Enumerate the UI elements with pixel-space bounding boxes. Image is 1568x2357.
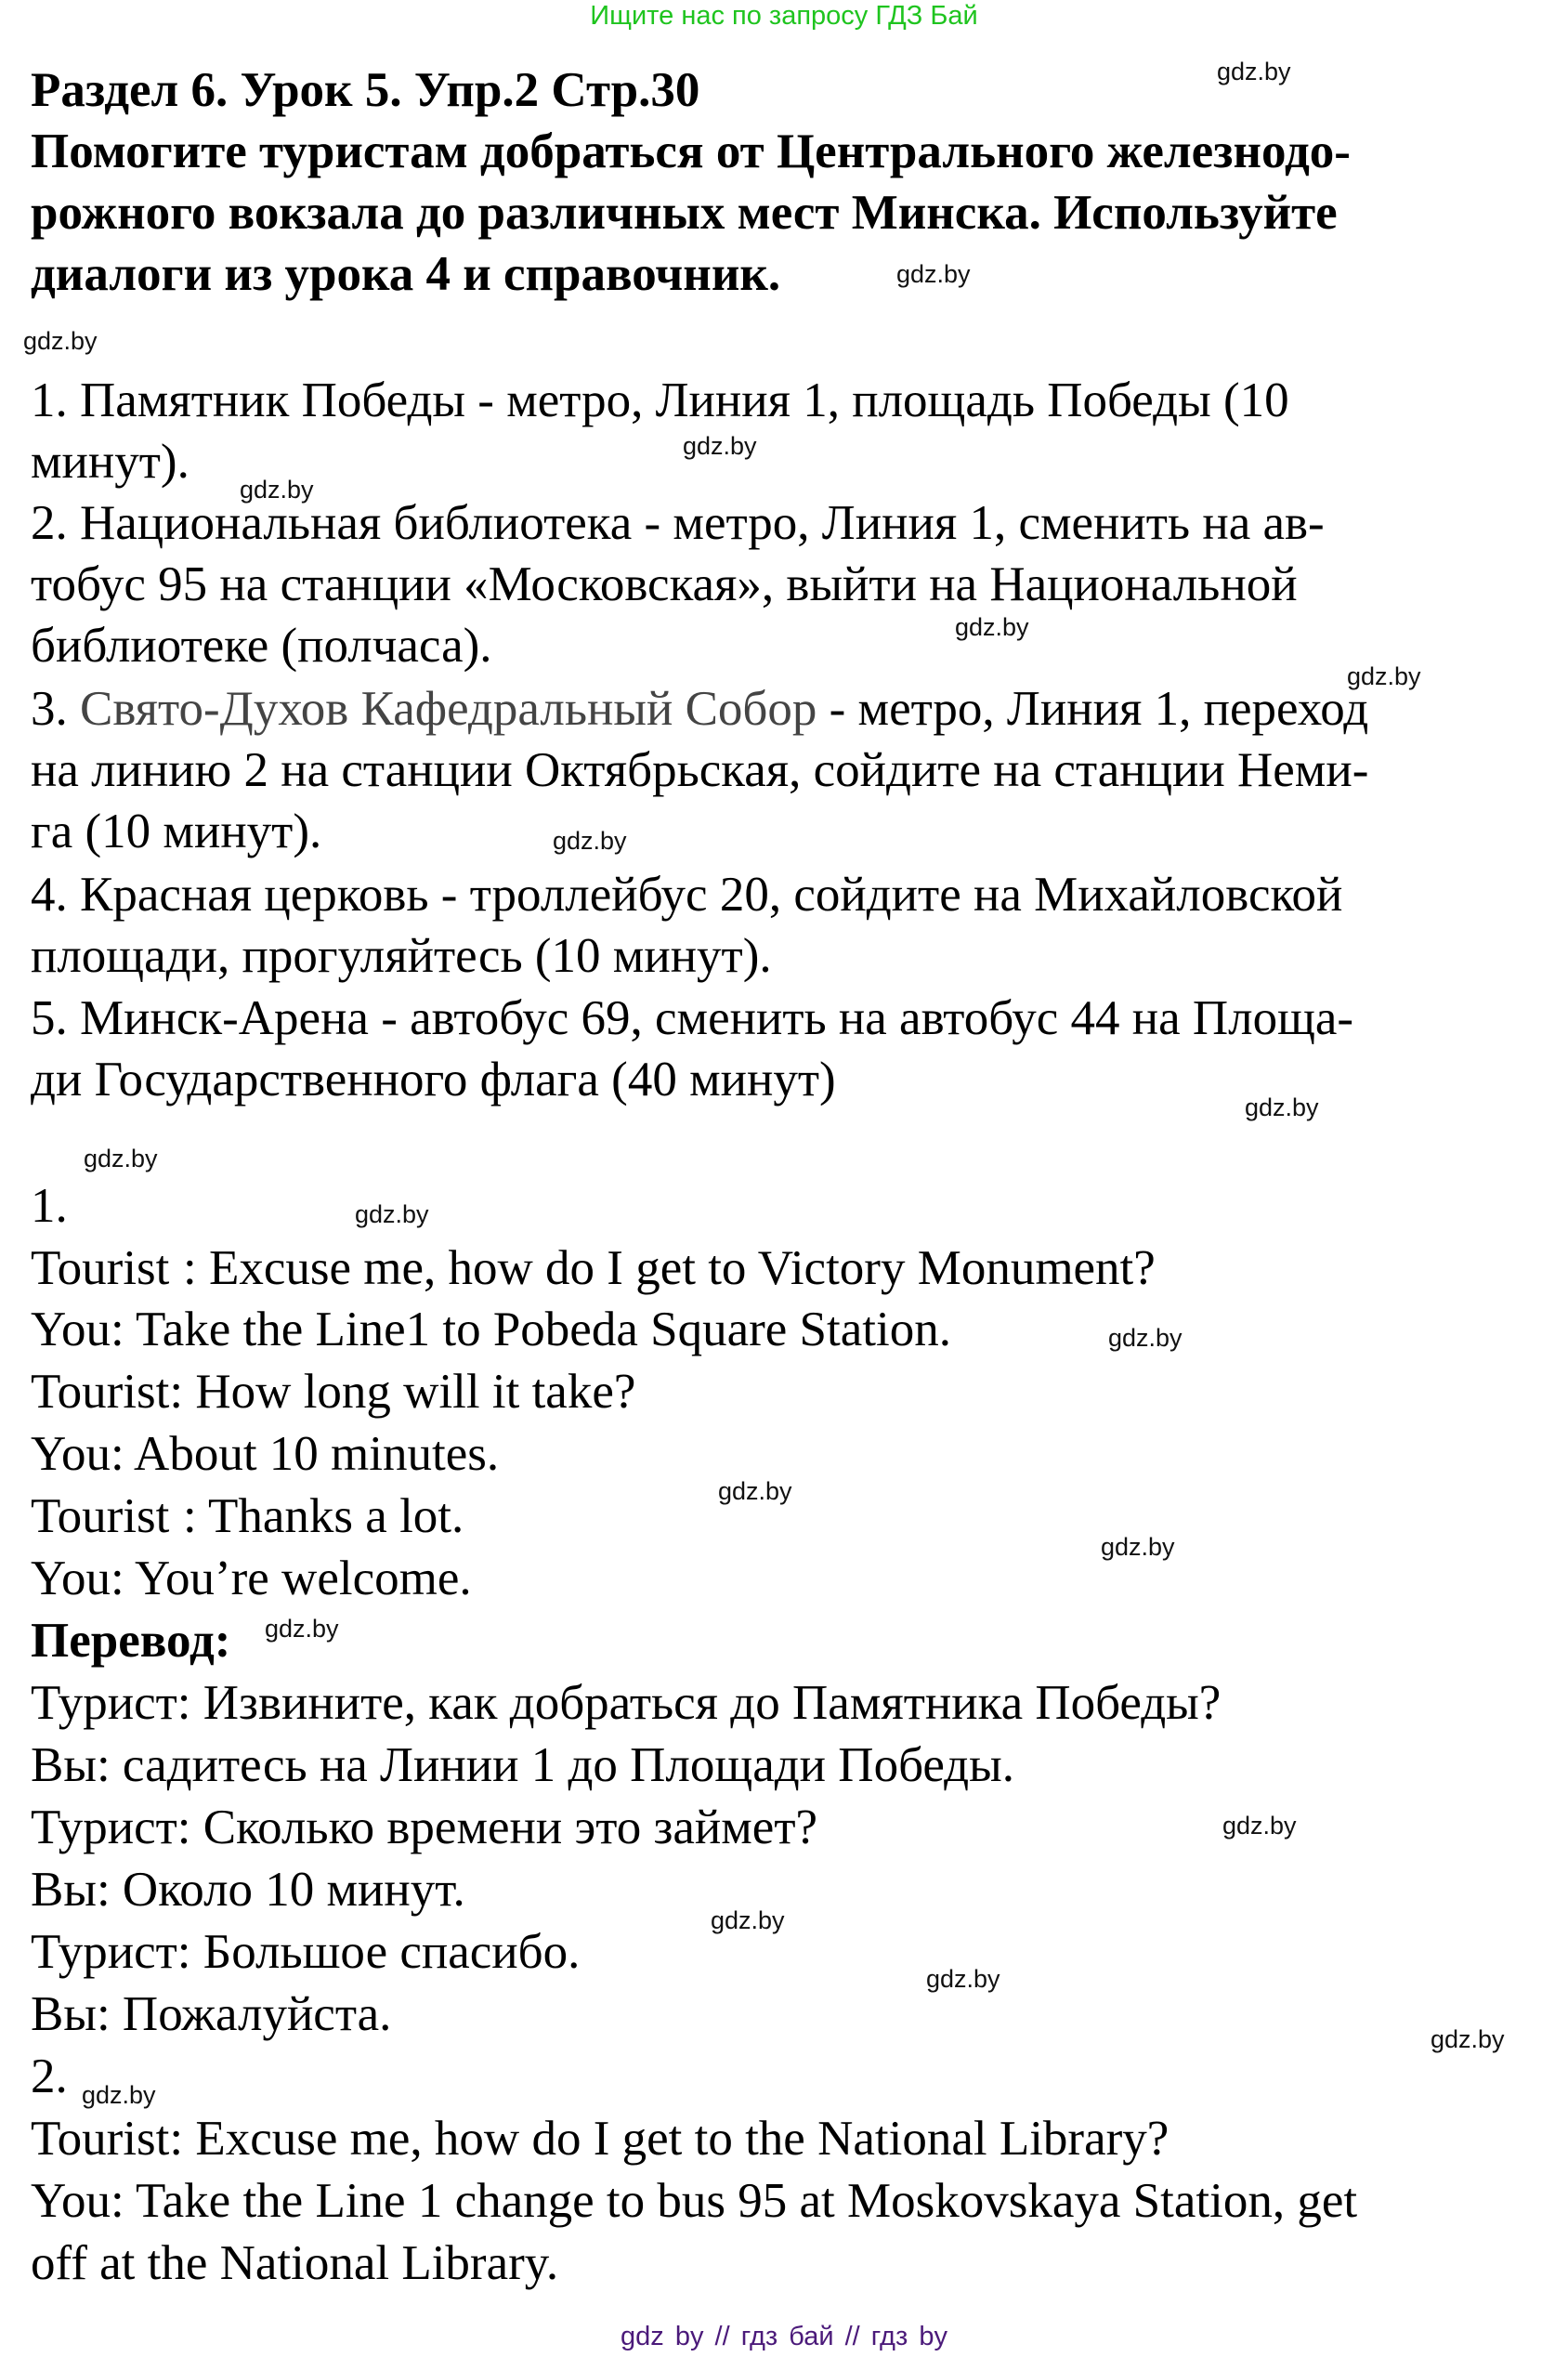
- dialogue-1-number: 1.: [31, 1179, 68, 1233]
- watermark: gdz.by: [240, 476, 314, 504]
- speaker: You: [31, 1303, 111, 1356]
- translation-line: Вы: Пожалуйста.: [31, 1987, 392, 2041]
- route-3-line-2: на линию 2 на станции Октябрьская, сойдите на станции Неми-: [31, 743, 1369, 797]
- route-2-line-1: 2. Национальная библиотека - метро, Линия 1, сменить на ав-: [31, 496, 1325, 550]
- dialogue-1-line: [31, 1237, 1156, 1299]
- watermark: gdz.by: [1347, 662, 1421, 690]
- task-line-2: рожного вокзала до различных мест Минска. Используйте: [31, 186, 1338, 240]
- sep: :: [110, 1427, 135, 1481]
- cathedral-name: Свято-Духов Кафедральный Собор: [80, 682, 817, 736]
- dialogue-1-line: [31, 1486, 464, 1547]
- speaker: Tourist: [31, 1365, 170, 1419]
- task-line-3: диалоги из урока 4 и справочник.: [31, 247, 781, 301]
- watermark: gdz.by: [896, 260, 971, 288]
- translation-line: Вы: Около 10 минут.: [31, 1863, 465, 1917]
- speaker: Tourist: [31, 1241, 170, 1295]
- speaker: Tourist: [31, 1489, 170, 1543]
- watermark: gdz.by: [1431, 2025, 1505, 2053]
- watermark: gdz.by: [1217, 58, 1291, 85]
- watermark: gdz.by: [955, 613, 1029, 641]
- route-1-line-1: 1. Памятник Победы - метро, Линия 1, площадь Победы (10: [31, 373, 1289, 427]
- route-2-line-2: тобус 95 на станции «Московская», выйти на Национальной: [31, 557, 1298, 611]
- watermark: gdz.by: [683, 432, 757, 460]
- watermark: gdz.by: [926, 1965, 1000, 1993]
- sep: :: [169, 1365, 196, 1419]
- watermark: gdz.by: [265, 1615, 339, 1643]
- dialogue-1-line: [31, 1548, 472, 1609]
- utterance: You’re welcome.: [135, 1552, 472, 1605]
- sep: :: [110, 1552, 135, 1605]
- translation-line: Турист: Извините, как добраться до Памятника Победы?: [31, 1676, 1222, 1730]
- route-2-line-3: библиотеке (полчаса).: [31, 619, 492, 673]
- route-3-line-3: га (10 минут).: [31, 805, 322, 858]
- utterance: Take the Line1 to Pobeda Square Station.: [136, 1303, 951, 1356]
- utterance: How long will it take?: [195, 1365, 636, 1419]
- dialogue-1-line: [31, 1299, 951, 1360]
- route-1-line-2: минут).: [31, 435, 189, 489]
- watermark: gdz.by: [1101, 1533, 1175, 1561]
- dialogue-1-line: [31, 1361, 635, 1422]
- dialogue-2-line: off at the National Library.: [31, 2236, 559, 2290]
- watermark: gdz.by: [84, 1145, 158, 1172]
- watermark: gdz.by: [553, 827, 627, 855]
- watermark: gdz.by: [355, 1200, 429, 1228]
- utterance: About 10 minutes.: [134, 1427, 500, 1481]
- watermark: gdz.by: [82, 2081, 156, 2109]
- sep: :: [183, 1241, 209, 1295]
- translation-line: Турист: Большое спасибо.: [31, 1925, 581, 1979]
- footer-links[interactable]: gdz by // гдз бай // гдз by: [621, 2322, 947, 2351]
- watermark: gdz.by: [1222, 1812, 1297, 1840]
- utterance: Thanks a lot.: [208, 1489, 464, 1543]
- dialogue-1-line: [31, 1423, 499, 1485]
- watermark: gdz.by: [718, 1477, 792, 1505]
- route-5-line-1: 5. Минск-Арена - автобус 69, сменить на автобус 44 на Площа-: [31, 991, 1354, 1045]
- route-4-line-1: 4. Красная церковь - троллейбус 20, сойдите на Михайловской: [31, 868, 1343, 922]
- translation-line: Вы: садитесь на Линии 1 до Площади Победы.: [31, 1738, 1014, 1792]
- route-3-number: 3.: [31, 682, 80, 736]
- watermark: gdz.by: [1108, 1324, 1183, 1352]
- route-3-rest: - метро, Линия 1, переход: [817, 682, 1369, 736]
- speaker: You: [31, 1427, 111, 1481]
- sep: :: [110, 1303, 137, 1356]
- dialogue-2-line: You: Take the Line 1 change to bus 95 at Moskovskaya Station, get: [31, 2174, 1358, 2228]
- route-4-line-2: площади, прогуляйтесь (10 минут).: [31, 929, 772, 983]
- translation-line: Турист: Сколько времени это займет?: [31, 1800, 818, 1854]
- translation-label: Перевод:: [31, 1614, 231, 1668]
- page-title: Раздел 6. Урок 5. Упр.2 Стр.30: [31, 63, 700, 117]
- route-5-line-2: ди Государственного флага (40 минут): [31, 1053, 836, 1106]
- speaker: You: [31, 1552, 111, 1605]
- dialogue-2-number: 2.: [31, 2049, 68, 2103]
- route-3-line-1: [31, 678, 1368, 740]
- sep: :: [183, 1489, 209, 1543]
- search-banner[interactable]: Ищите нас по запросу ГДЗ Бай: [590, 1, 978, 31]
- watermark: gdz.by: [1245, 1093, 1319, 1121]
- utterance: Excuse me, how do I get to Victory Monument?: [208, 1241, 1156, 1295]
- watermark: gdz.by: [711, 1906, 785, 1934]
- task-line-1: Помогите туристам добраться от Центрального железнодо-: [31, 124, 1351, 178]
- watermark: gdz.by: [23, 327, 98, 355]
- dialogue-2-line: Tourist: Excuse me, how do I get to the National Library?: [31, 2112, 1169, 2166]
